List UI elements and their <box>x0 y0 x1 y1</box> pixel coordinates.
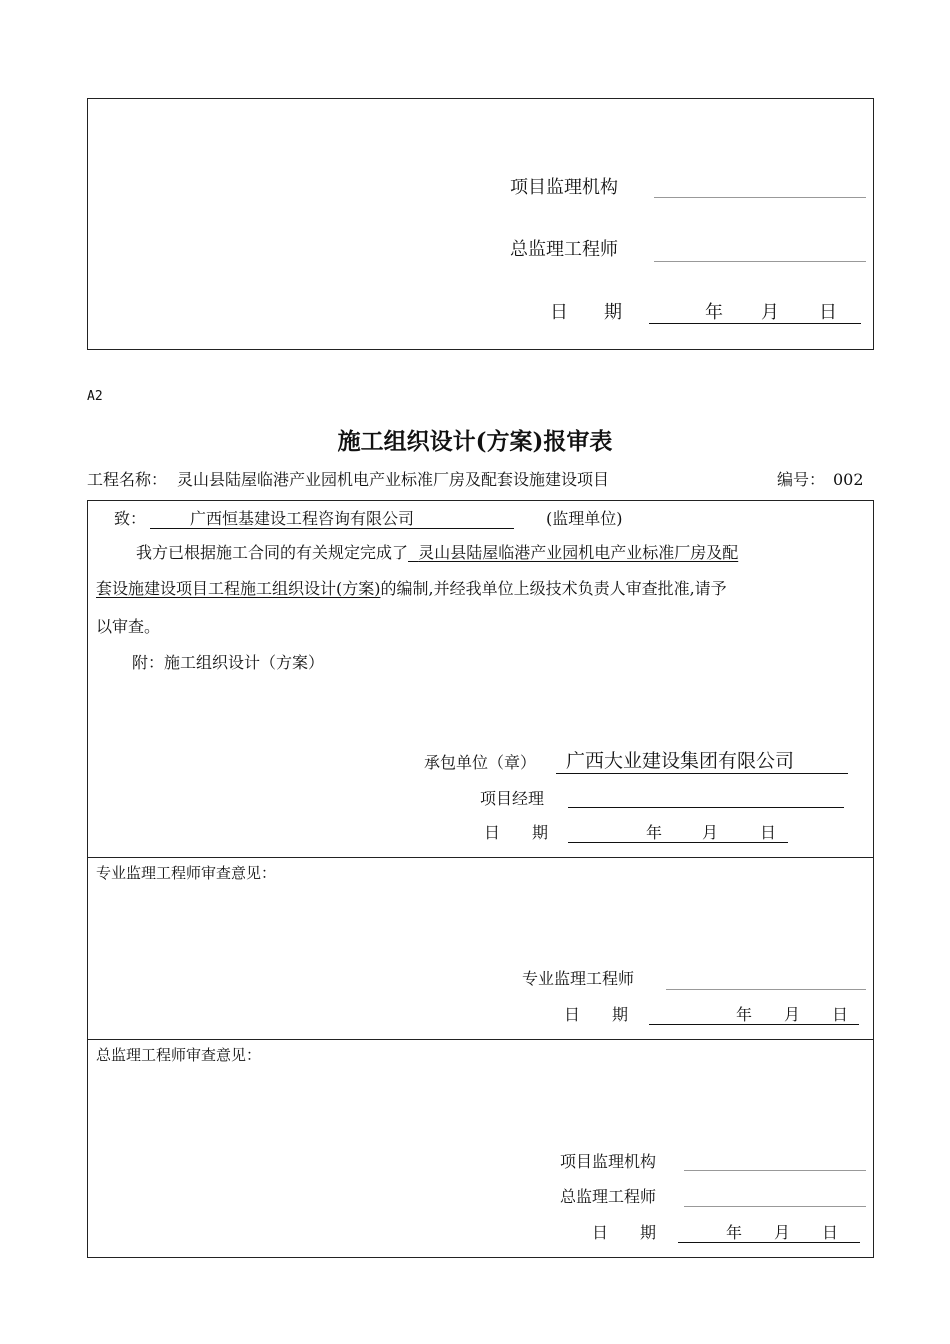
s3-chief-engineer-line <box>684 1206 866 1207</box>
supervision-org-line <box>654 197 866 198</box>
specialist-engineer-label: 专业监理工程师 <box>522 969 635 988</box>
form-number-label: 编号： <box>777 470 826 489</box>
form-title: 施工组织设计(方案)报审表 <box>337 428 613 455</box>
date-day: 日 <box>819 302 837 323</box>
to-suffix: (监理单位) <box>546 509 623 528</box>
statement-suffix: 的编制,并经我单位上级技术负责人审查批准,请予 <box>380 579 727 598</box>
statement-prefix: 我方已根据施工合同的有关规定完成了 <box>136 543 409 562</box>
s1-date-day: 日 <box>760 823 777 842</box>
s1-date-line <box>568 842 788 843</box>
s3-date-year: 年 <box>726 1223 743 1242</box>
s1-date-month: 月 <box>702 823 719 842</box>
divider-2 <box>88 1039 873 1040</box>
s3-date-label: 日 期 <box>592 1223 657 1242</box>
top-signature-box <box>87 98 874 350</box>
statement-line-3: 以审查。 <box>96 617 161 636</box>
s2-date-month: 月 <box>784 1005 801 1024</box>
to-value: 广西恒基建设工程咨询有限公司 <box>190 509 415 528</box>
form-code: A2 <box>87 389 103 404</box>
project-name-value: 灵山县陆屋临港产业园机电产业标准厂房及配套设施建设项目 <box>177 470 610 489</box>
s2-date-line <box>649 1024 859 1025</box>
s2-date-day: 日 <box>832 1005 849 1024</box>
contractor-underline <box>556 773 848 774</box>
form-table <box>87 500 874 1258</box>
form-number-value: 002 <box>833 470 864 489</box>
to-label: 致： <box>114 509 147 528</box>
specialist-engineer-line <box>666 989 866 990</box>
s3-supervision-org-line <box>684 1170 866 1171</box>
s3-date-month: 月 <box>774 1223 791 1242</box>
project-name-label: 工程名称： <box>87 470 168 489</box>
statement-line-1 <box>136 543 738 563</box>
s1-date-year: 年 <box>646 823 663 842</box>
supervision-org-label: 项目监理机构 <box>510 177 618 198</box>
project-manager-line <box>568 807 844 808</box>
project-underlined-1: 灵山县陆屋临港产业园机电产业标准厂房及配 <box>418 543 739 562</box>
contractor-value: 广西大业建设集团有限公司 <box>566 750 795 772</box>
date-month: 月 <box>761 302 779 323</box>
project-manager-label: 项目经理 <box>480 789 545 808</box>
chief-engineer-label: 总监理工程师 <box>510 239 618 260</box>
project-underlined-2: 套设施建设项目工程施工组织设计(方案) <box>96 579 381 598</box>
s2-date-label: 日 期 <box>564 1005 629 1024</box>
date-label: 日 期 <box>550 302 622 323</box>
s2-date-year: 年 <box>736 1005 753 1024</box>
chief-review-heading: 总监理工程师审查意见： <box>96 1046 262 1064</box>
s3-date-day: 日 <box>822 1223 839 1242</box>
s3-chief-engineer-label: 总监理工程师 <box>560 1187 657 1206</box>
contractor-label: 承包单位（章） <box>424 753 537 772</box>
divider-1 <box>88 857 873 858</box>
s3-supervision-org-label: 项目监理机构 <box>560 1152 657 1171</box>
date-year: 年 <box>705 302 723 323</box>
attachment-note: 附：施工组织设计（方案） <box>132 653 325 672</box>
chief-engineer-line <box>654 261 866 262</box>
statement-line-2 <box>96 579 727 599</box>
s1-date-label: 日 期 <box>484 823 549 842</box>
specialist-review-heading: 专业监理工程师审查意见： <box>96 864 277 882</box>
